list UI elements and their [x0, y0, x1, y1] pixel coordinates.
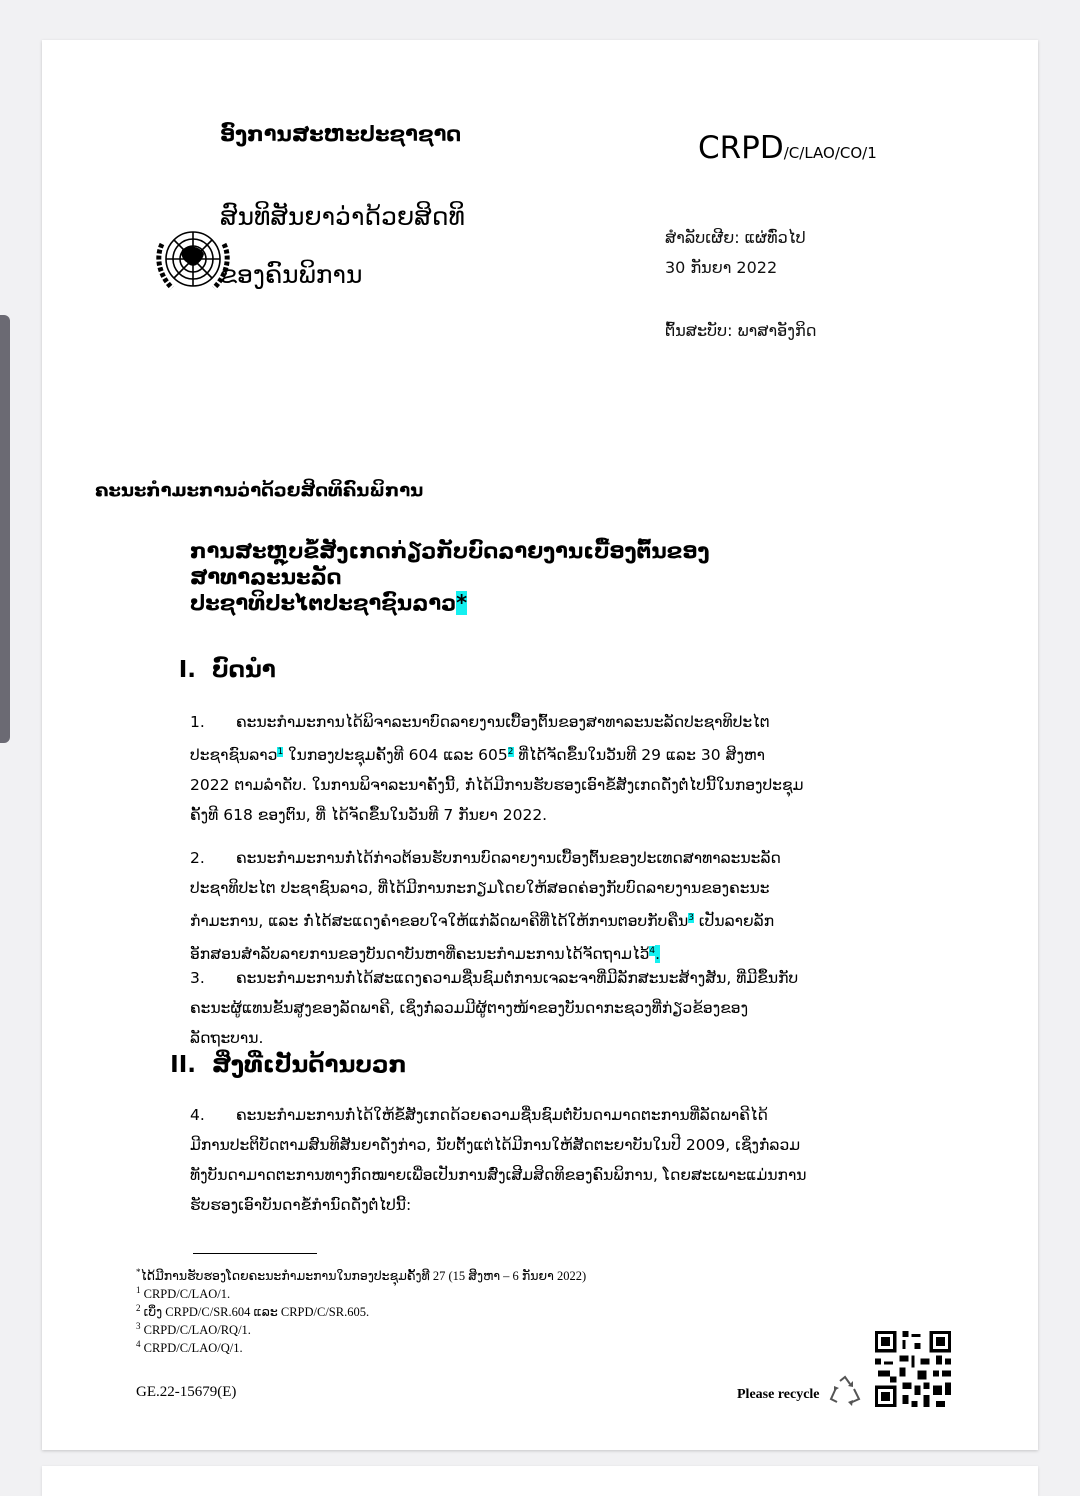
section-number: II.	[170, 1052, 196, 1078]
organization-name: ອົງການສະຫະປະຊາຊາດ	[220, 122, 462, 146]
footnote-ref-2[interactable]: 2	[507, 747, 514, 757]
document-symbol	[698, 130, 877, 166]
paragraph-number: 1.	[190, 713, 205, 731]
next-document-page	[42, 1466, 1038, 1496]
paragraph-text: ເປັນລາຍລັກອັກສອນສຳລັບລາຍການຂອງບັນດາບັນຫາທີ່ຄະນະກຳມະການໄດ້ຈັດຖາມໄວ້	[190, 912, 775, 964]
distribution: ສຳລັບເຜີຍ: ແຜ່ທົ່ວໄປ	[665, 228, 806, 247]
job-number: GE.22-15679(E)	[136, 1384, 237, 1400]
treaty-body-name	[220, 188, 465, 304]
footnote-mark: 4	[136, 1339, 141, 1349]
document-date: 30 ກັນຍາ 2022	[665, 258, 778, 277]
paragraph-number: 3.	[190, 969, 205, 987]
paragraph-text: ຄະນະກຳມະການກໍ່ໄດ້ໃຫ້ຂໍ້ສັງເກດດ້ວຍຄວາມຊື່ນຊົມຕໍ່ບັນດາມາດຕະການທີ່ລັດພາຄີໄດ້ມີການປະຕິບັດຕາມສົນທິສັນຍາດັ່ງກ່າວ, ນັບຕັ້ງແຕ່ໄດ້ມີການໃຫ້ສັດຕະຍາບັນໃນປີ 2009, ເຊິ່ງກໍ່ລວມທັງບັນດາມາດຕະການທາງກົດໝາຍເພື່ອເປັນການສົ່ງເສີມສິດທິຂອງຄົນພິການ, ໂດຍສະເພາະແມ່ນການຮັບຮອງເອົາບັນດາຂໍ້ກຳນົດດັ່ງຕໍ່ໄປນີ້:	[190, 1106, 807, 1214]
section-title: ບົດນຳ	[212, 657, 276, 683]
paragraph-1	[190, 707, 807, 830]
paragraph-text: .	[655, 945, 661, 964]
footnote-text: CRPD/C/LAO/Q/1.	[140, 1341, 243, 1356]
footnote-text: ເບິ່ງ CRPD/C/SR.604 ແລະ CRPD/C/SR.605.	[140, 1305, 370, 1320]
footnote-text: CRPD/C/LAO/RQ/1.	[140, 1323, 251, 1338]
paragraph-text: ຄະນະກຳມະການກໍ່ໄດ້ສະແດງຄວາມຊື່ນຊົມຕໍ່ການເຈລະຈາທີ່ມີລັກສະນະສ້າງສັນ, ທີ່ມີຂຶ້ນກັບຄະນະຜູ້ແທນຂັ້ນສູງຂອງລັດພາຄີ, ເຊິ່ງກໍ່ລວມມີຜູ້ຕາງໜ້າຂອງບັນດາກະຊວງທີ່ກ່ຽວຂ້ອງຂອງລັດຖະບານ.	[190, 969, 799, 1047]
committee-name: ຄະນະກຳມະການວ່າດ້ວຍສິດທິຄົນພິການ	[95, 480, 424, 501]
paragraph-text: ທີ່ໄດ້ຈັດຂຶ້ນໃນວັນທີ 29 ແລະ 30 ສິງຫາ 2022 ຕາມລຳດັບ. ໃນການພິຈາລະນາຄັ້ງນີ້, ກໍ່ໄດ້ມີການຮັບຮອງເອົາຂໍ້ສັງເກດດັ່ງຕໍ່ໄປນີ້ໃນກອງປະຊຸມຄັ້ງທີ 618 ຂອງຕົນ, ທີ່ ໄດ້ຈັດຂຶ້ນໃນວັນທີ 7 ກັນຍາ 2022.	[190, 746, 804, 825]
footnote-ref-3[interactable]: 3	[688, 913, 694, 923]
original-language: ຕົ້ນສະບັບ: ພາສາອັງກິດ	[665, 321, 817, 340]
document-symbol-main: CRPD	[698, 130, 784, 166]
footnote-ref-4[interactable]: 4	[649, 946, 656, 957]
section-title: ສິ່ງທີ່ເປັນດ້ານບວກ	[212, 1052, 407, 1078]
footnote-text: CRPD/C/LAO/1.	[140, 1287, 231, 1302]
paragraph-text: ໃນກອງປະຊຸມຄັ້ງທີ 604 ແລະ 605	[283, 746, 508, 765]
paragraph-text: ຄະນະກຳມະການກໍ່ໄດ້ກ່າວຕ້ອນຮັບການບົດລາຍງານເບື້ອງຕົ້ນຂອງປະເທດສາທາລະນະລັດ ປະຊາທິປະໄຕ ປະຊາຊົນລາວ, ທີ່ໄດ້ມີການກະກຽມໂດຍໃຫ້ສອດຄ່ອງກັບບົດລາຍງານຂອງຄະນະກຳມະການ, ແລະ ກໍ່ໄດ້ສະແດງຄຳຂອບໃຈໃຫ້ແກ່ລັດພາຄີທີ່ໄດ້ໃຫ້ການຕອບກັບຄືນ	[190, 849, 781, 931]
footnote-mark: 1	[136, 1285, 141, 1295]
paragraph-2	[190, 843, 807, 969]
document-symbol-suffix: /C/LAO/CO/1	[783, 144, 877, 162]
document-title	[190, 538, 810, 616]
footnote-mark: *	[136, 1267, 141, 1277]
footnote-mark: 2	[136, 1303, 141, 1313]
recycle-label: Please recycle	[737, 1387, 820, 1402]
footnote-separator	[193, 1253, 317, 1254]
treaty-body-line-1: ສົນທິສັນຍາວ່າດ້ວຍສິດທິ	[220, 202, 465, 231]
paragraph-3	[190, 963, 807, 1053]
document-title-line-1: ການສະຫຼຸບຂໍ້ສັງເກດກ່ຽວກັບບົດລາຍງານເບື້ອງຕົ້ນຂອງສາທາລະນະລັດ	[190, 539, 710, 589]
document-title-line-2: ປະຊາທິປະໄຕປະຊາຊົນລາວ	[190, 591, 457, 615]
qr-code-icon	[875, 1331, 951, 1407]
footnote-mark: 3	[136, 1321, 141, 1331]
section-heading-2	[158, 1052, 407, 1078]
treaty-body-line-2: ຂອງຄົນພິການ	[220, 260, 363, 289]
title-footnote-marker[interactable]: *	[456, 591, 468, 615]
paragraph-4	[190, 1100, 807, 1220]
recycle-icon	[828, 1375, 862, 1407]
footnote-ref-1[interactable]: 1	[277, 747, 284, 757]
footnote-4	[136, 1336, 243, 1357]
section-number: I.	[178, 657, 196, 683]
section-heading-1	[158, 657, 276, 683]
footnote-text: ໄດ້ມີການຮັບຮອງໂດຍຄະນະກຳມະການໃນກອງປະຊຸມຄັ້ງທີ 27 (15 ສິງຫາ – 6 ກັນຍາ 2022)	[140, 1269, 587, 1284]
paragraph-number: 2.	[190, 849, 205, 867]
paragraph-number: 4.	[190, 1106, 205, 1124]
side-scroll-handle[interactable]	[0, 315, 10, 743]
paragraph-text: ຄະນະກຳມະການໄດ້ພິຈາລະນາບົດລາຍງານເບື້ອງຕົ້ນຂອງສາທາລະນະລັດປະຊາທິປະໄຕປະຊາຊົນລາວ	[190, 713, 770, 765]
